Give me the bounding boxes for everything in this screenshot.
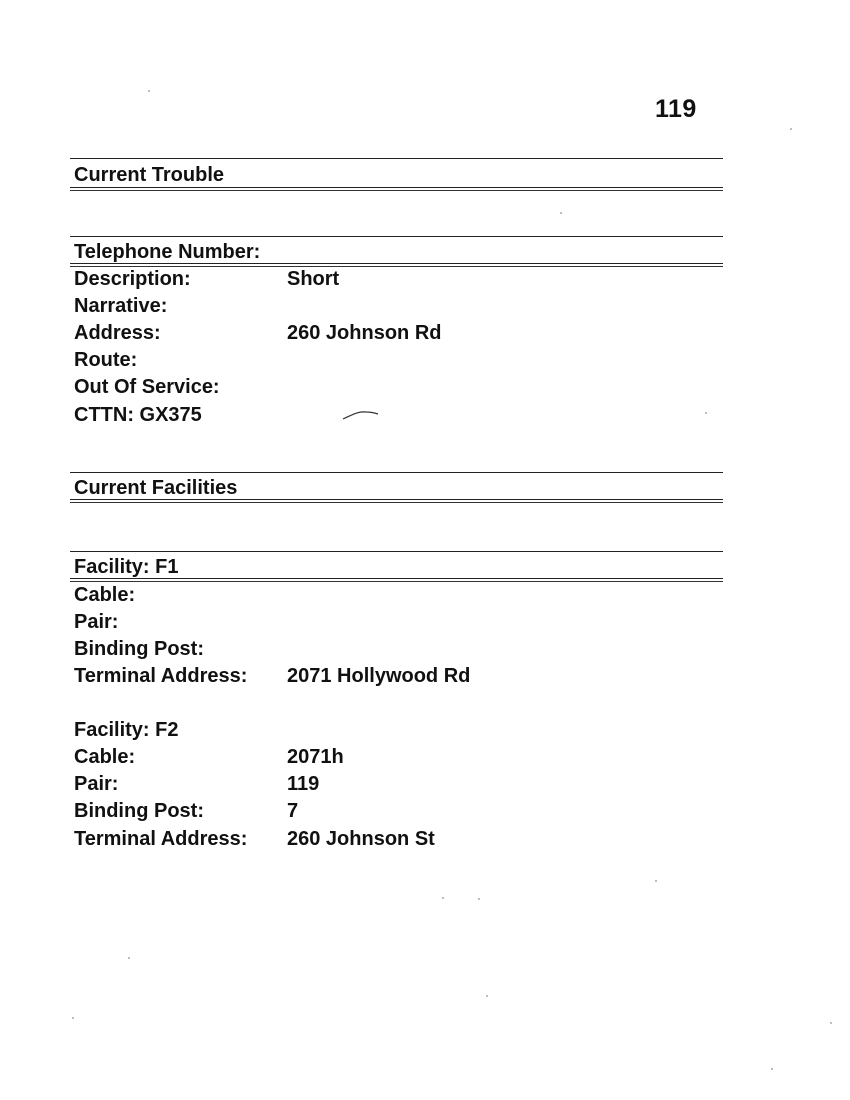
field-label: Address: (74, 322, 161, 344)
scan-speck (72, 1017, 74, 1019)
field-value: 7 (287, 800, 299, 822)
field-label: Pair: (74, 611, 119, 633)
divider-bottom-facility-f1 (70, 578, 723, 582)
section-title-telephone-number: Telephone Number: (74, 241, 261, 263)
field-label: Terminal Address: (74, 665, 248, 687)
scan-speck (148, 90, 150, 92)
scan-speck (560, 212, 562, 214)
divider-bottom-current-facilities (70, 499, 723, 503)
field-value: Short (287, 268, 340, 290)
section-title-current-facilities: Current Facilities (74, 477, 238, 499)
field-label: Binding Post: (74, 800, 204, 822)
divider-top-current-facilities (70, 472, 723, 473)
scan-speck (478, 898, 480, 900)
field-value: 119 (287, 773, 320, 795)
field-label: Pair: (74, 773, 119, 795)
section-title-facility-f1: Facility: F1 (74, 556, 179, 578)
field-label: Out Of Service: (74, 376, 220, 398)
field-label: CTTN: GX375 (74, 404, 202, 426)
field-label: Route: (74, 349, 138, 371)
field-value: 260 Johnson St (287, 828, 435, 850)
divider-top-current-trouble (70, 158, 723, 159)
facility-f2-heading: Facility: F2 (74, 719, 179, 741)
pen-scribble-mark (340, 405, 382, 425)
section-title-current-trouble: Current Trouble (74, 164, 225, 186)
scan-speck (128, 957, 130, 959)
scan-speck (830, 1022, 832, 1024)
divider-top-facility-f1 (70, 551, 723, 552)
scan-speck (771, 1068, 773, 1070)
field-label: Binding Post: (74, 638, 204, 660)
field-label: Cable: (74, 584, 136, 606)
divider-top-telephone (70, 236, 723, 237)
scan-speck (486, 995, 488, 997)
divider-bottom-current-trouble (70, 187, 723, 191)
field-value: 260 Johnson Rd (287, 322, 442, 344)
scan-speck (442, 897, 444, 899)
page-number: 119 (655, 95, 697, 123)
field-value: 2071 Hollywood Rd (287, 665, 471, 687)
scan-speck (655, 880, 657, 882)
scan-speck (705, 412, 707, 414)
field-label: Narrative: (74, 295, 168, 317)
field-value: 2071h (287, 746, 344, 768)
scan-speck (790, 128, 792, 130)
field-label: Description: (74, 268, 191, 290)
field-label: Cable: (74, 746, 136, 768)
field-label: Terminal Address: (74, 828, 248, 850)
